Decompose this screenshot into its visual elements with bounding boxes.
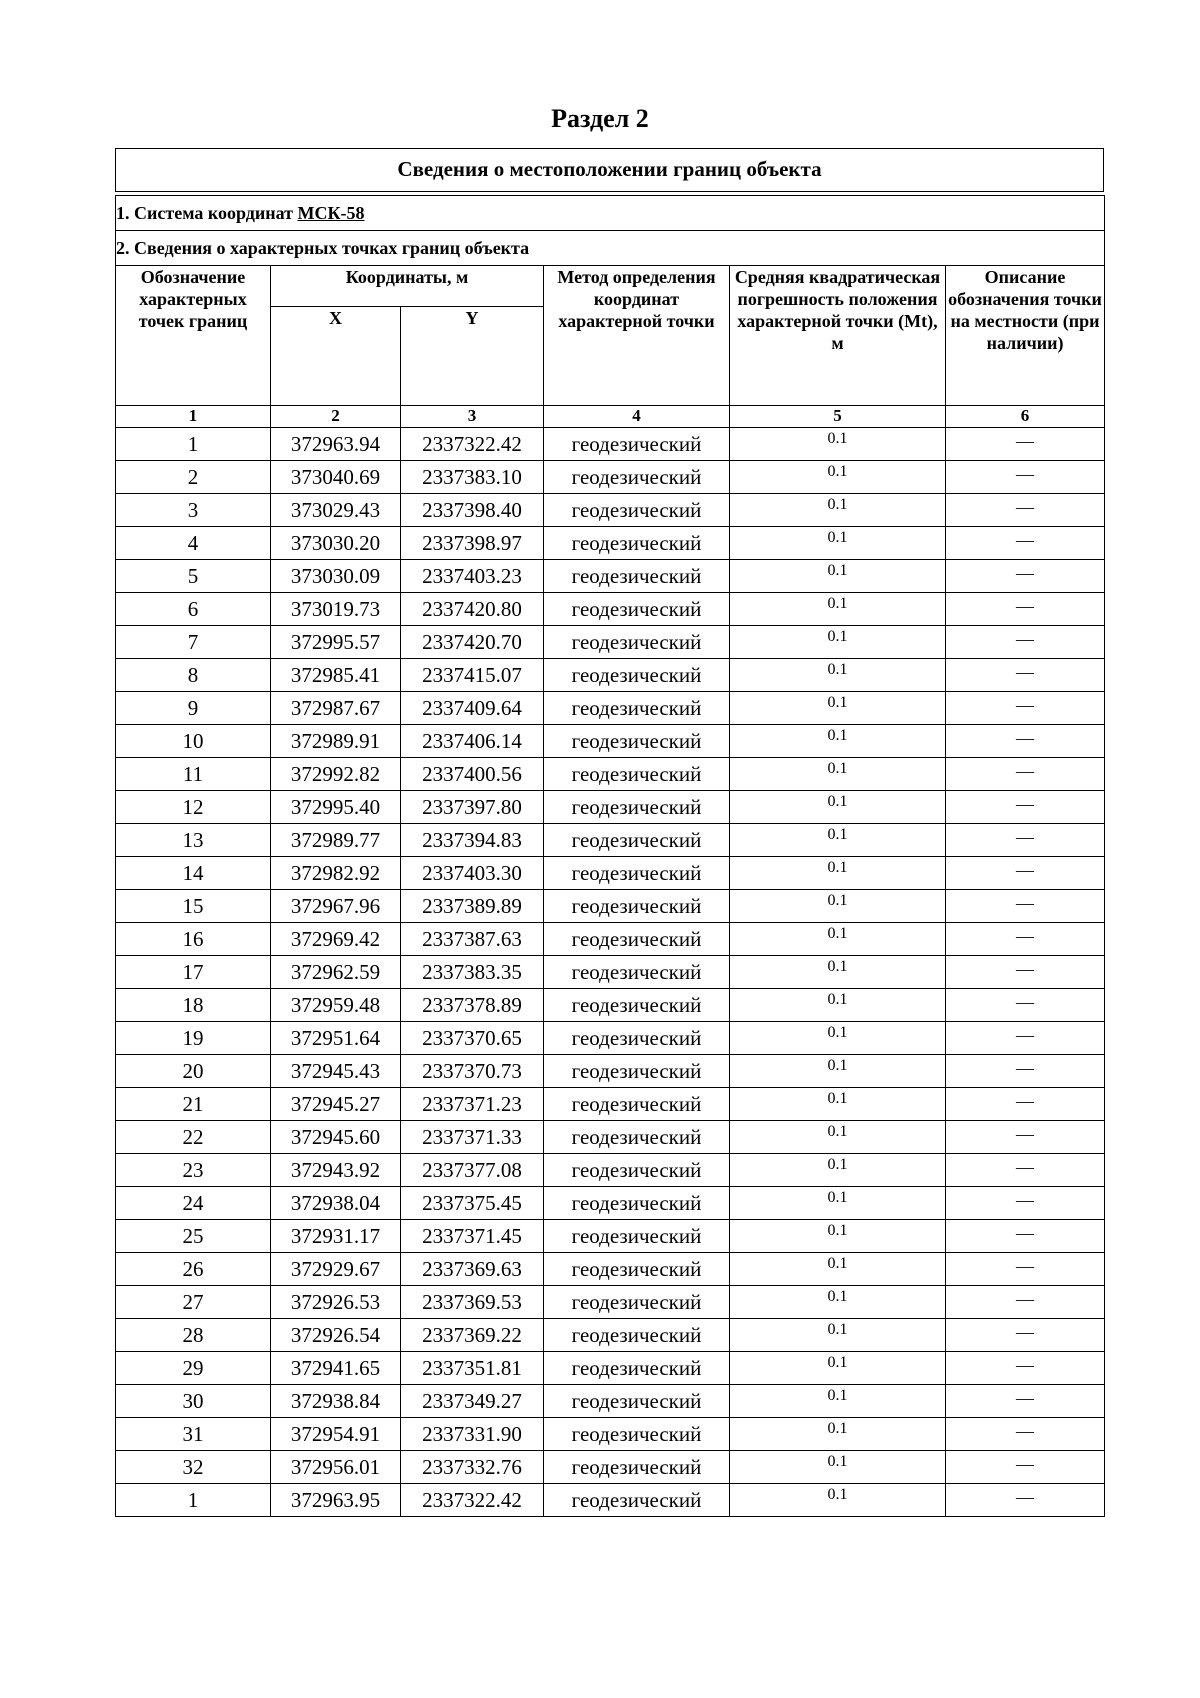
cell-x: 372995.57	[271, 626, 401, 659]
table-row	[116, 1022, 1105, 1055]
cell-mt: 0.1	[730, 1121, 946, 1154]
cell-method: геодезический	[544, 1220, 730, 1253]
cell-method: геодезический	[544, 1352, 730, 1385]
cell-point: 31	[116, 1418, 271, 1451]
cell-description: —	[946, 1319, 1105, 1352]
cell-method: геодезический	[544, 1319, 730, 1352]
cell-description: —	[946, 1286, 1105, 1319]
cell-y: 2337398.97	[401, 527, 544, 560]
cell-x: 372989.77	[271, 824, 401, 857]
table-row	[116, 1418, 1105, 1451]
cell-mt: 0.1	[730, 1286, 946, 1319]
cell-description: —	[946, 1154, 1105, 1187]
table-row	[116, 1451, 1105, 1484]
cell-mt: 0.1	[730, 593, 946, 626]
cell-y: 2337383.35	[401, 956, 544, 989]
cell-y: 2337389.89	[401, 890, 544, 923]
cell-description: —	[946, 1022, 1105, 1055]
cell-x: 372995.40	[271, 791, 401, 824]
cell-y: 2337370.65	[401, 1022, 544, 1055]
cell-description: —	[946, 1220, 1105, 1253]
cell-mt: 0.1	[730, 1484, 946, 1517]
cell-point: 19	[116, 1022, 271, 1055]
cell-mt: 0.1	[730, 1154, 946, 1187]
cell-point: 14	[116, 857, 271, 890]
table-row	[116, 1253, 1105, 1286]
cell-description: —	[946, 1484, 1105, 1517]
header-x: X	[271, 307, 401, 406]
cell-point: 12	[116, 791, 271, 824]
cell-mt: 0.1	[730, 461, 946, 494]
cell-x: 372929.67	[271, 1253, 401, 1286]
table-row	[116, 1352, 1105, 1385]
cell-y: 2337369.53	[401, 1286, 544, 1319]
cell-point: 3	[116, 494, 271, 527]
cell-y: 2337397.80	[401, 791, 544, 824]
cell-point: 17	[116, 956, 271, 989]
cell-description: —	[946, 791, 1105, 824]
boundary-points-table	[115, 195, 1105, 1517]
cell-mt: 0.1	[730, 956, 946, 989]
cell-x: 372989.91	[271, 725, 401, 758]
cell-mt: 0.1	[730, 527, 946, 560]
cell-y: 2337400.56	[401, 758, 544, 791]
cell-x: 372987.67	[271, 692, 401, 725]
cell-description: —	[946, 1352, 1105, 1385]
cell-method: геодезический	[544, 1022, 730, 1055]
cell-method: геодезический	[544, 989, 730, 1022]
cell-mt: 0.1	[730, 626, 946, 659]
cell-x: 372945.60	[271, 1121, 401, 1154]
cell-description: —	[946, 1451, 1105, 1484]
cell-description: —	[946, 692, 1105, 725]
cell-y: 2337371.45	[401, 1220, 544, 1253]
cell-method: геодезический	[544, 956, 730, 989]
cell-point: 22	[116, 1121, 271, 1154]
table-row	[116, 1385, 1105, 1418]
cell-description: —	[946, 725, 1105, 758]
cell-method: геодезический	[544, 1484, 730, 1517]
cell-description: —	[946, 527, 1105, 560]
table-row	[116, 428, 1105, 461]
table-row	[116, 1088, 1105, 1121]
cell-description: —	[946, 593, 1105, 626]
cell-x: 372962.59	[271, 956, 401, 989]
cell-y: 2337331.90	[401, 1418, 544, 1451]
cell-point: 4	[116, 527, 271, 560]
header-description: Описание обозначения точки на местности (при наличии)	[946, 266, 1105, 406]
table-row	[116, 1055, 1105, 1088]
cell-y: 2337398.40	[401, 494, 544, 527]
cell-point: 32	[116, 1451, 271, 1484]
coord-system-cell	[116, 196, 1105, 231]
cell-description: —	[946, 758, 1105, 791]
table-row	[116, 1220, 1105, 1253]
cell-mt: 0.1	[730, 1418, 946, 1451]
cell-method: геодезический	[544, 1385, 730, 1418]
cell-mt: 0.1	[730, 824, 946, 857]
points-heading: 2. Сведения о характерных точках границ объекта	[116, 231, 1105, 266]
cell-method: геодезический	[544, 527, 730, 560]
cell-point: 11	[116, 758, 271, 791]
points-heading-row	[116, 231, 1105, 266]
table-row	[116, 989, 1105, 1022]
cell-y: 2337409.64	[401, 692, 544, 725]
cell-mt: 0.1	[730, 890, 946, 923]
cell-method: геодезический	[544, 791, 730, 824]
cell-mt: 0.1	[730, 1220, 946, 1253]
cell-method: геодезический	[544, 692, 730, 725]
column-number: 3	[401, 406, 544, 428]
cell-y: 2337377.08	[401, 1154, 544, 1187]
header-y: Y	[401, 307, 544, 406]
cell-point: 23	[116, 1154, 271, 1187]
cell-y: 2337420.80	[401, 593, 544, 626]
cell-description: —	[946, 890, 1105, 923]
cell-point: 2	[116, 461, 271, 494]
cell-method: геодезический	[544, 824, 730, 857]
cell-x: 372931.17	[271, 1220, 401, 1253]
cell-y: 2337351.81	[401, 1352, 544, 1385]
cell-x: 372956.01	[271, 1451, 401, 1484]
coord-system-label: 1. Система координат	[116, 203, 293, 223]
cell-mt: 0.1	[730, 692, 946, 725]
cell-method: геодезический	[544, 1286, 730, 1319]
data-rows	[116, 428, 1105, 1517]
cell-mt: 0.1	[730, 428, 946, 461]
header-coords: Координаты, м	[271, 266, 544, 307]
table-row	[116, 824, 1105, 857]
cell-point: 1	[116, 428, 271, 461]
cell-description: —	[946, 659, 1105, 692]
cell-method: геодезический	[544, 758, 730, 791]
cell-point: 16	[116, 923, 271, 956]
cell-method: геодезический	[544, 1055, 730, 1088]
cell-description: —	[946, 1088, 1105, 1121]
header-method: Метод определения координат характерной точки	[544, 266, 730, 406]
cell-mt: 0.1	[730, 923, 946, 956]
table-row	[116, 890, 1105, 923]
cell-y: 2337371.23	[401, 1088, 544, 1121]
cell-y: 2337375.45	[401, 1187, 544, 1220]
cell-point: 20	[116, 1055, 271, 1088]
cell-description: —	[946, 1121, 1105, 1154]
cell-x: 372982.92	[271, 857, 401, 890]
cell-x: 372926.54	[271, 1319, 401, 1352]
cell-description: —	[946, 956, 1105, 989]
cell-mt: 0.1	[730, 989, 946, 1022]
table-row	[116, 956, 1105, 989]
cell-description: —	[946, 989, 1105, 1022]
cell-mt: 0.1	[730, 1385, 946, 1418]
column-number: 5	[730, 406, 946, 428]
column-number-row	[116, 406, 1105, 428]
cell-method: геодезический	[544, 1154, 730, 1187]
header-row	[116, 266, 1105, 307]
cell-x: 372938.84	[271, 1385, 401, 1418]
cell-description: —	[946, 824, 1105, 857]
table-row	[116, 626, 1105, 659]
cell-description: —	[946, 560, 1105, 593]
cell-y: 2337403.23	[401, 560, 544, 593]
cell-point: 26	[116, 1253, 271, 1286]
column-number: 6	[946, 406, 1105, 428]
column-number: 1	[116, 406, 271, 428]
cell-y: 2337322.42	[401, 428, 544, 461]
cell-y: 2337420.70	[401, 626, 544, 659]
cell-x: 373019.73	[271, 593, 401, 626]
cell-description: —	[946, 461, 1105, 494]
cell-x: 372967.96	[271, 890, 401, 923]
cell-mt: 0.1	[730, 1352, 946, 1385]
cell-mt: 0.1	[730, 1451, 946, 1484]
coord-system-row	[116, 196, 1105, 231]
cell-mt: 0.1	[730, 494, 946, 527]
cell-y: 2337349.27	[401, 1385, 544, 1418]
cell-x: 373030.09	[271, 560, 401, 593]
cell-point: 30	[116, 1385, 271, 1418]
table-row	[116, 1187, 1105, 1220]
cell-x: 373040.69	[271, 461, 401, 494]
cell-x: 372959.48	[271, 989, 401, 1022]
cell-method: геодезический	[544, 461, 730, 494]
cell-point: 1	[116, 1484, 271, 1517]
table-row	[116, 1484, 1105, 1517]
cell-x: 372963.94	[271, 428, 401, 461]
cell-x: 372951.64	[271, 1022, 401, 1055]
cell-description: —	[946, 1385, 1105, 1418]
header-point: Обозначение характерных точек границ	[116, 266, 271, 406]
cell-x: 373030.20	[271, 527, 401, 560]
section-title: Раздел 2	[551, 104, 649, 133]
cell-method: геодезический	[544, 923, 730, 956]
cell-point: 21	[116, 1088, 271, 1121]
cell-y: 2337322.42	[401, 1484, 544, 1517]
cell-mt: 0.1	[730, 1088, 946, 1121]
table-row	[116, 461, 1105, 494]
cell-x: 372941.65	[271, 1352, 401, 1385]
table-row	[116, 560, 1105, 593]
table-row	[116, 1286, 1105, 1319]
cell-mt: 0.1	[730, 857, 946, 890]
table-row	[116, 1121, 1105, 1154]
cell-point: 27	[116, 1286, 271, 1319]
cell-mt: 0.1	[730, 725, 946, 758]
cell-method: геодезический	[544, 560, 730, 593]
cell-method: геодезический	[544, 428, 730, 461]
cell-point: 8	[116, 659, 271, 692]
cell-description: —	[946, 626, 1105, 659]
table-title: Сведения о местоположении границ объекта	[115, 148, 1104, 192]
cell-point: 18	[116, 989, 271, 1022]
cell-mt: 0.1	[730, 1253, 946, 1286]
cell-mt: 0.1	[730, 1319, 946, 1352]
cell-point: 25	[116, 1220, 271, 1253]
cell-mt: 0.1	[730, 1187, 946, 1220]
table-row	[116, 1319, 1105, 1352]
cell-x: 372992.82	[271, 758, 401, 791]
cell-mt: 0.1	[730, 791, 946, 824]
cell-y: 2337406.14	[401, 725, 544, 758]
cell-y: 2337378.89	[401, 989, 544, 1022]
coord-system-value: МСК-58	[297, 203, 365, 223]
cell-method: геодезический	[544, 494, 730, 527]
cell-y: 2337383.10	[401, 461, 544, 494]
cell-description: —	[946, 857, 1105, 890]
table-row	[116, 725, 1105, 758]
table-row	[116, 923, 1105, 956]
cell-point: 28	[116, 1319, 271, 1352]
cell-y: 2337403.30	[401, 857, 544, 890]
table-row	[116, 494, 1105, 527]
cell-mt: 0.1	[730, 1055, 946, 1088]
cell-mt: 0.1	[730, 758, 946, 791]
cell-description: —	[946, 494, 1105, 527]
cell-x: 372945.43	[271, 1055, 401, 1088]
table-row	[116, 527, 1105, 560]
table-row	[116, 692, 1105, 725]
cell-point: 9	[116, 692, 271, 725]
cell-y: 2337369.22	[401, 1319, 544, 1352]
table-row	[116, 857, 1105, 890]
cell-method: геодезический	[544, 593, 730, 626]
cell-method: геодезический	[544, 1418, 730, 1451]
cell-description: —	[946, 1055, 1105, 1088]
cell-x: 373029.43	[271, 494, 401, 527]
cell-point: 13	[116, 824, 271, 857]
column-number: 4	[544, 406, 730, 428]
cell-mt: 0.1	[730, 560, 946, 593]
cell-x: 372943.92	[271, 1154, 401, 1187]
cell-description: —	[946, 1187, 1105, 1220]
cell-y: 2337387.63	[401, 923, 544, 956]
cell-description: —	[946, 1418, 1105, 1451]
cell-x: 372945.27	[271, 1088, 401, 1121]
table-row	[116, 758, 1105, 791]
cell-method: геодезический	[544, 1187, 730, 1220]
cell-description: —	[946, 923, 1105, 956]
cell-method: геодезический	[544, 626, 730, 659]
cell-method: геодезический	[544, 857, 730, 890]
cell-method: геодезический	[544, 890, 730, 923]
cell-point: 7	[116, 626, 271, 659]
table-row	[116, 1154, 1105, 1187]
cell-description: —	[946, 1253, 1105, 1286]
cell-y: 2337394.83	[401, 824, 544, 857]
cell-method: геодезический	[544, 1121, 730, 1154]
cell-x: 372926.53	[271, 1286, 401, 1319]
cell-method: геодезический	[544, 725, 730, 758]
cell-y: 2337371.33	[401, 1121, 544, 1154]
cell-y: 2337369.63	[401, 1253, 544, 1286]
column-number: 2	[271, 406, 401, 428]
cell-y: 2337415.07	[401, 659, 544, 692]
cell-mt: 0.1	[730, 1022, 946, 1055]
cell-x: 372969.42	[271, 923, 401, 956]
cell-method: геодезический	[544, 659, 730, 692]
table-row	[116, 791, 1105, 824]
cell-method: геодезический	[544, 1088, 730, 1121]
cell-y: 2337332.76	[401, 1451, 544, 1484]
cell-y: 2337370.73	[401, 1055, 544, 1088]
cell-x: 372954.91	[271, 1418, 401, 1451]
cell-x: 372938.04	[271, 1187, 401, 1220]
table-row	[116, 593, 1105, 626]
table-row	[116, 659, 1105, 692]
header-error: Средняя квадратическая погрешность положения характерной точки (Mt), м	[730, 266, 946, 406]
cell-x: 372985.41	[271, 659, 401, 692]
cell-point: 6	[116, 593, 271, 626]
cell-mt: 0.1	[730, 659, 946, 692]
cell-x: 372963.95	[271, 1484, 401, 1517]
cell-point: 29	[116, 1352, 271, 1385]
cell-point: 5	[116, 560, 271, 593]
cell-point: 15	[116, 890, 271, 923]
cell-method: геодезический	[544, 1451, 730, 1484]
cell-point: 24	[116, 1187, 271, 1220]
cell-point: 10	[116, 725, 271, 758]
cell-method: геодезический	[544, 1253, 730, 1286]
cell-description: —	[946, 428, 1105, 461]
